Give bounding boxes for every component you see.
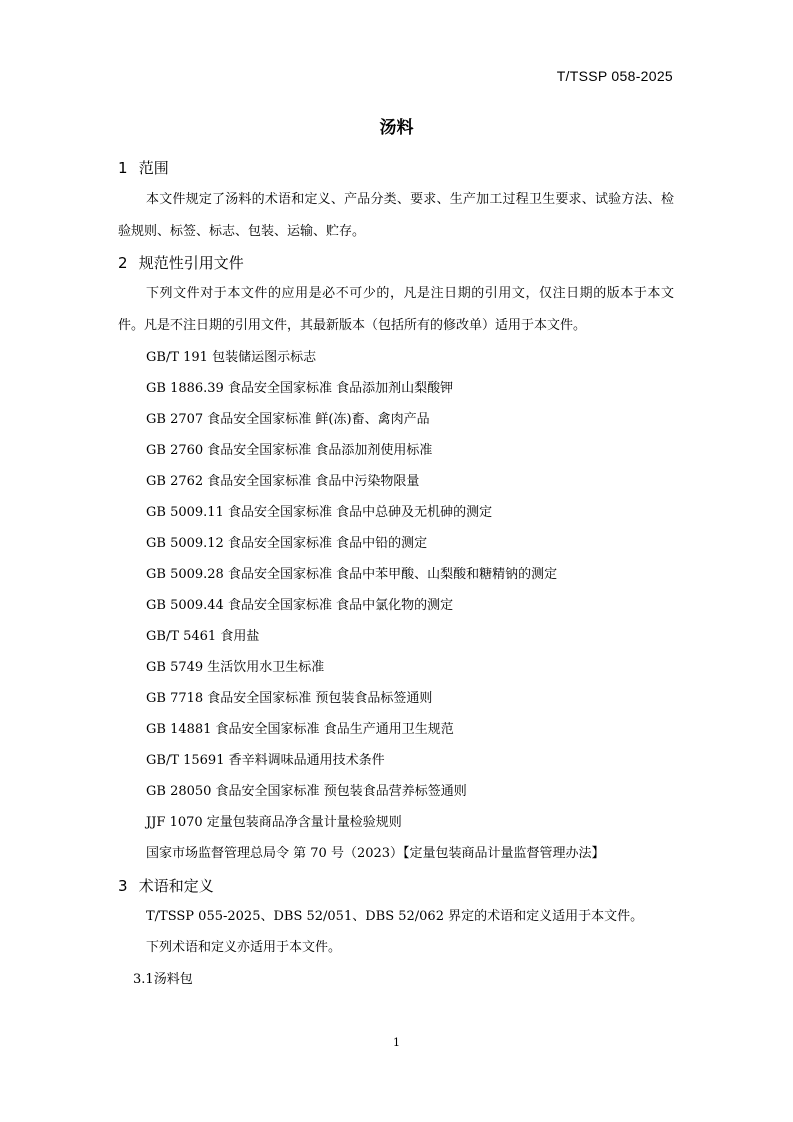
reference-item: GB 1886.39 食品安全国家标准 食品添加剂山梨酸钾 [146,381,454,396]
document-title: 汤料 [379,118,414,138]
terms-line-1: T/TSSP 055-2025、DBS 52/051、DBS 52/062 界定的术语和定义适用于本文件。 [146,909,644,924]
reference-item: JJF 1070 定量包装商品净含量计量检验规则 [146,815,402,830]
section-2-heading [118,253,244,273]
page-number: 1 [393,1036,400,1049]
reference-list [146,342,605,869]
reference-item: GB 2762 食品安全国家标准 食品中污染物限量 [146,474,420,489]
section-1-number: 1 [118,159,128,177]
reference-item: 国家市场监督管理总局令 第 70 号（2023）【定量包装商品计量监督管理办法】 [146,846,605,861]
terms-line-2: 下列术语和定义亦适用于本文件。 [146,940,342,955]
section-1-title: 范围 [138,159,169,177]
reference-item: GB 14881 食品安全国家标准 食品生产通用卫生规范 [146,722,454,737]
normative-intro-paragraph: 下列文件对于本文件的应用是必不可少的，凡是注日期的引用文，仅注日期的版本于本文件。凡是不注日期的引用文件，其最新版本（包括所有的修改单）适用于本文件。 [118,286,674,333]
reference-item: GB/T 15691 香辛料调味品通用技术条件 [146,753,385,768]
subsection-number: 3.1 [133,972,154,987]
section-3-title: 术语和定义 [138,877,214,895]
reference-item: GB 28050 食品安全国家标准 预包装食品营养标签通则 [146,784,467,799]
subsection-title: 汤料包 [153,972,193,987]
reference-item: GB 5009.12 食品安全国家标准 食品中铅的测定 [146,536,428,551]
document-code: T/TSSP 058-2025 [556,68,673,84]
reference-item: GB/T 191 包装储运图示标志 [146,350,317,365]
reference-item: GB 5009.44 食品安全国家标准 食品中氯化物的测定 [146,598,454,613]
section-3-heading [118,876,214,896]
section-3-number: 3 [118,877,128,895]
reference-item: GB 7718 食品安全国家标准 预包装食品标签通则 [146,691,433,706]
reference-item: GB 5009.11 食品安全国家标准 食品中总砷及无机砷的测定 [146,505,493,520]
reference-item: GB 2760 食品安全国家标准 食品添加剂使用标准 [146,443,433,458]
subsection-3-1 [133,970,193,990]
section-2-title: 规范性引用文件 [138,254,244,272]
reference-item: GB 2707 食品安全国家标准 鲜(冻)畜、禽肉产品 [146,412,430,427]
reference-item: GB/T 5461 食用盐 [146,629,260,644]
reference-item: GB 5009.28 食品安全国家标准 食品中苯甲酸、山梨酸和糖精钠的测定 [146,567,558,582]
section-1-heading [118,158,169,178]
section-2-number: 2 [118,254,128,272]
reference-item: GB 5749 生活饮用水卫生标准 [146,660,325,675]
scope-paragraph: 本文件规定了汤料的术语和定义、产品分类、要求、生产加工过程卫生要求、试验方法、检验规则、标签、标志、包装、运输、贮存。 [118,192,674,239]
